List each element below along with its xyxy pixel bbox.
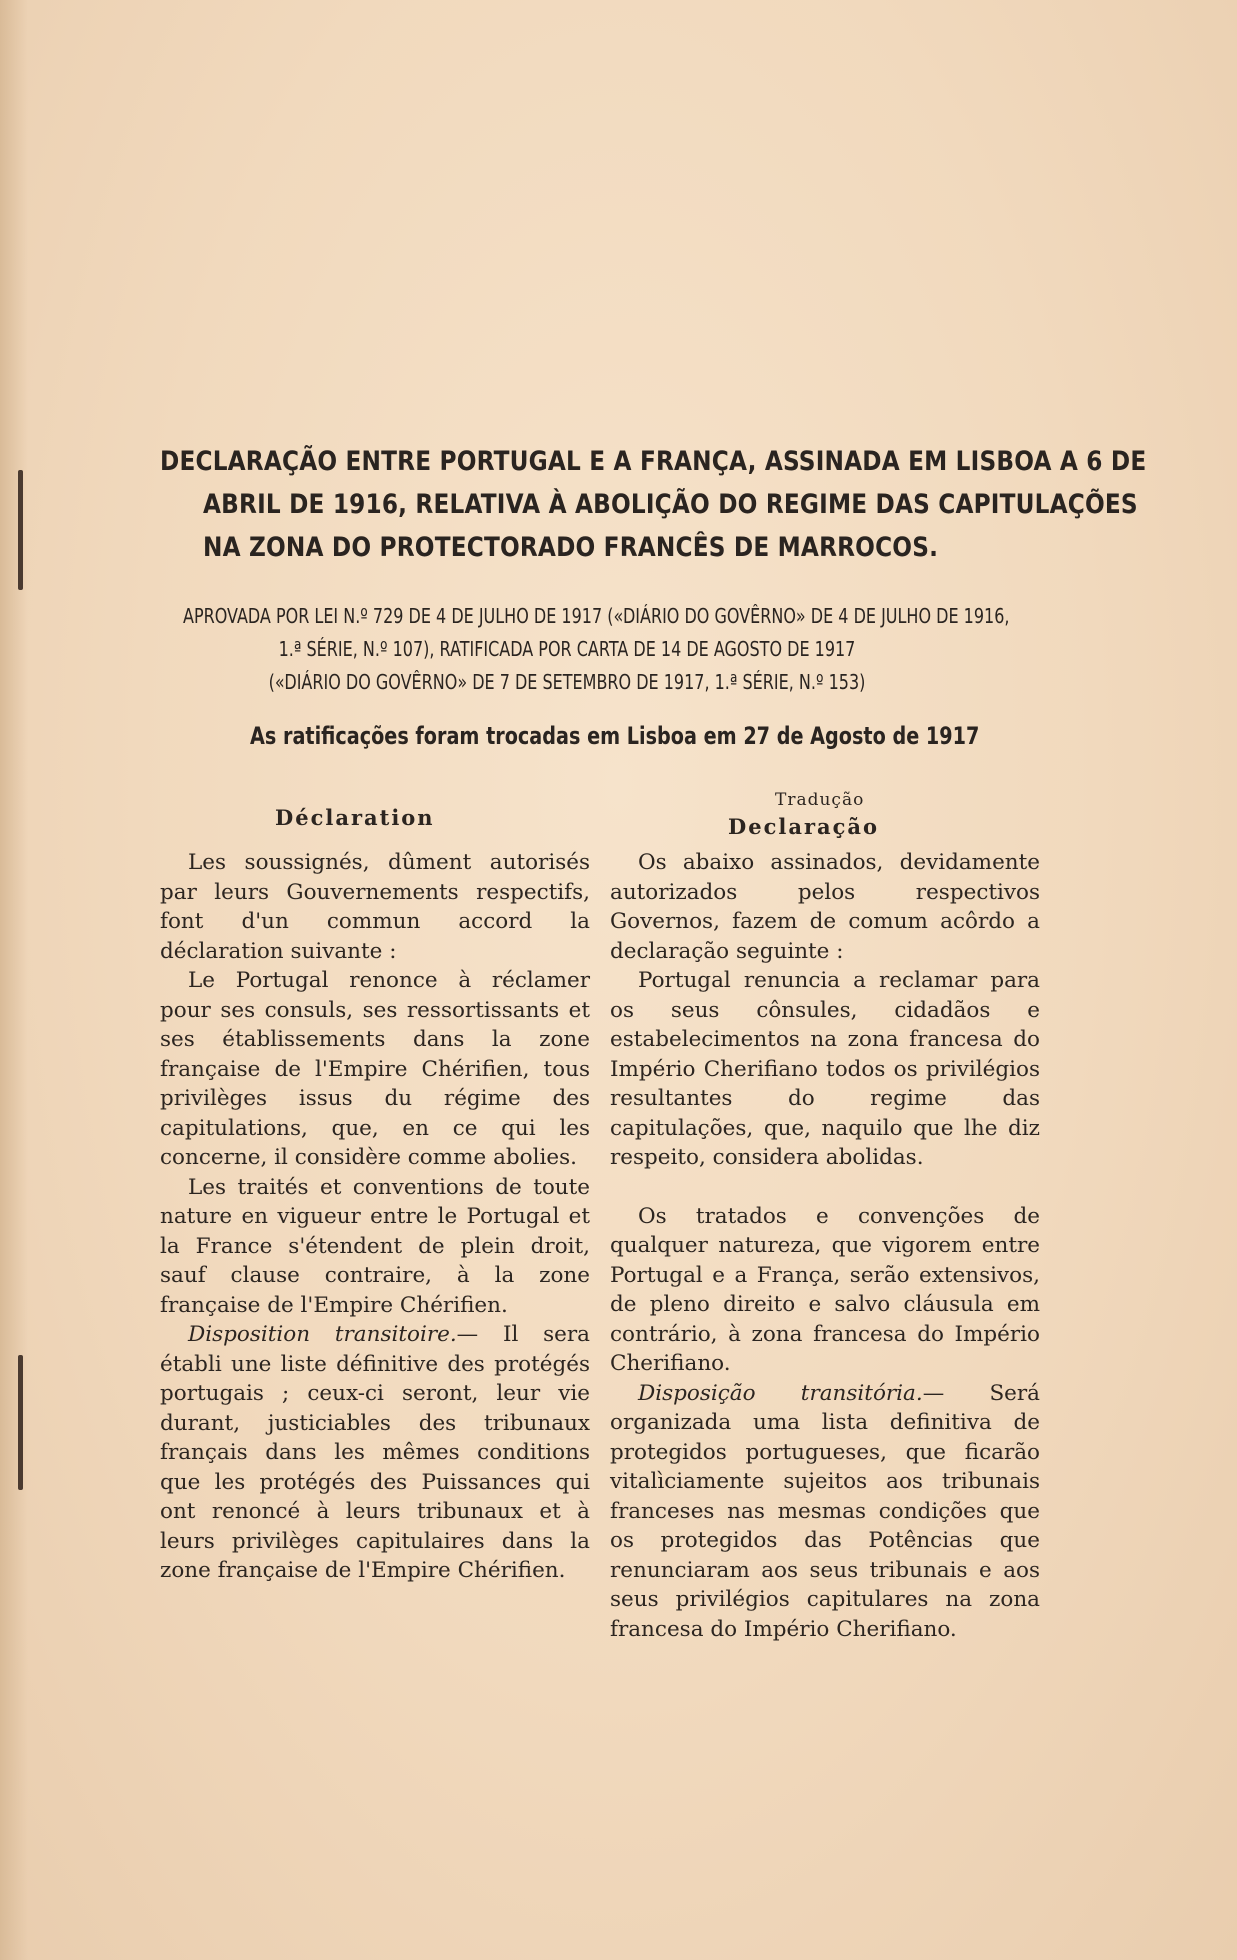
translation-label: Tradução (775, 790, 865, 810)
approval-note (183, 600, 1010, 699)
french-paragraph: Les soussignés, dûment autorisés par leurs Gouvernements respectifs, font d'un commun accord la déclaration suivante : (160, 850, 590, 964)
binding-mark (18, 470, 23, 590)
portuguese-provision-label: Disposição transitória. (638, 1380, 923, 1406)
approval-line: APROVADA POR LEI N.º 729 DE 4 DE JULHO DE 1917 («DIÁRIO DO GOVÊRNO» DE 4 DE JULHO DE 1916, (183, 604, 1010, 628)
title-line: ABRIL DE 1916, RELATIVA À ABOLIÇÃO DO REGIME DAS CAPITULAÇÕES (203, 489, 1138, 520)
ratification-note: As ratificações foram trocadas em Lisboa em 27 de Agosto de 1917 (250, 722, 980, 750)
page-edge (0, 0, 28, 1960)
approval-line: («DIÁRIO DO GOVÊRNO» DE 7 DE SETEMBRO DE 1917, 1.ª SÉRIE, N.º 153) (268, 670, 866, 694)
french-paragraph: Les traités et conventions de toute nature en vigueur entre le Portugal et la France s'étendent de plein droit, sauf clause contraire, à la zone française de l'Empire Chérifien. (160, 1174, 590, 1318)
french-provision-label: Disposition transitoire. (188, 1322, 457, 1347)
portuguese-paragraph: Os tratados e convenções de qualquer natureza, que vigorem entre Portugal e a França, serão extensivos, de pleno direito e salvo cláusula em contrário, à zona francesa do Império Cherifiano. (610, 1203, 1040, 1376)
portuguese-paragraph (610, 1379, 1040, 1645)
document-title (160, 440, 1147, 569)
portuguese-paragraph: Portugal renuncia a reclamar para os seus cônsules, cidadãos e estabelecimentos na zona francesa do Império Cherifiano todos os privilégios resultantes do regime das capitulações, que, naquilo que lhe diz respeito, considera abolidas. (610, 968, 1040, 1170)
french-column (160, 848, 590, 1586)
paragraph-gap (610, 1173, 1040, 1202)
french-heading: Déclaration (275, 805, 435, 830)
french-paragraph: Le Portugal renonce à réclamer pour ses consuls, ses ressortissants et ses établissements dans la zone française de l'Empire Chérifien, tous privilèges issus du régime des capitulations, que, en ce qui les concerne, il considère comme abolies. (160, 968, 590, 1170)
french-paragraph (160, 1320, 590, 1586)
binding-mark (18, 1355, 23, 1490)
portuguese-paragraph: Os abaixo assinados, devidamente autorizados pelos respectivos Governos, fazem de comum acôrdo a declaração seguinte : (610, 850, 1040, 964)
portuguese-column (610, 848, 1040, 1644)
portuguese-heading: Declaração (728, 814, 880, 839)
french-provision-text: — Il sera établi une liste définitive des protégés portugais ; ceux-ci seront, leur vie durant, justiciables des tribunaux français dans les mêmes conditions que les protégés des Puissances qui ont renoncé à leurs tribunaux et à leurs privilèges capitulaires dans la zone française de l'Empire Chérifien. (160, 1322, 590, 1583)
approval-line: 1.ª SÉRIE, N.º 107), RATIFICADA POR CARTA DE 14 DE AGOSTO DE 1917 (278, 637, 856, 661)
portuguese-provision-text: — Será organizada uma lista definitiva de protegidos portugueses, que ficarão vitalìciamente sujeitos aos tribunais franceses nas mesmas condições que os protegidos das Potências que renunciaram aos seus tribunais e aos seus privilégios capitulares na zona francesa do Império Cherifiano. (610, 1380, 1040, 1642)
title-line: NA ZONA DO PROTECTORADO FRANCÊS DE MARROCOS. (203, 532, 939, 563)
title-line: DECLARAÇÃO ENTRE PORTUGAL E A FRANÇA, ASSINADA EM LISBOA A 6 DE (160, 446, 1147, 477)
